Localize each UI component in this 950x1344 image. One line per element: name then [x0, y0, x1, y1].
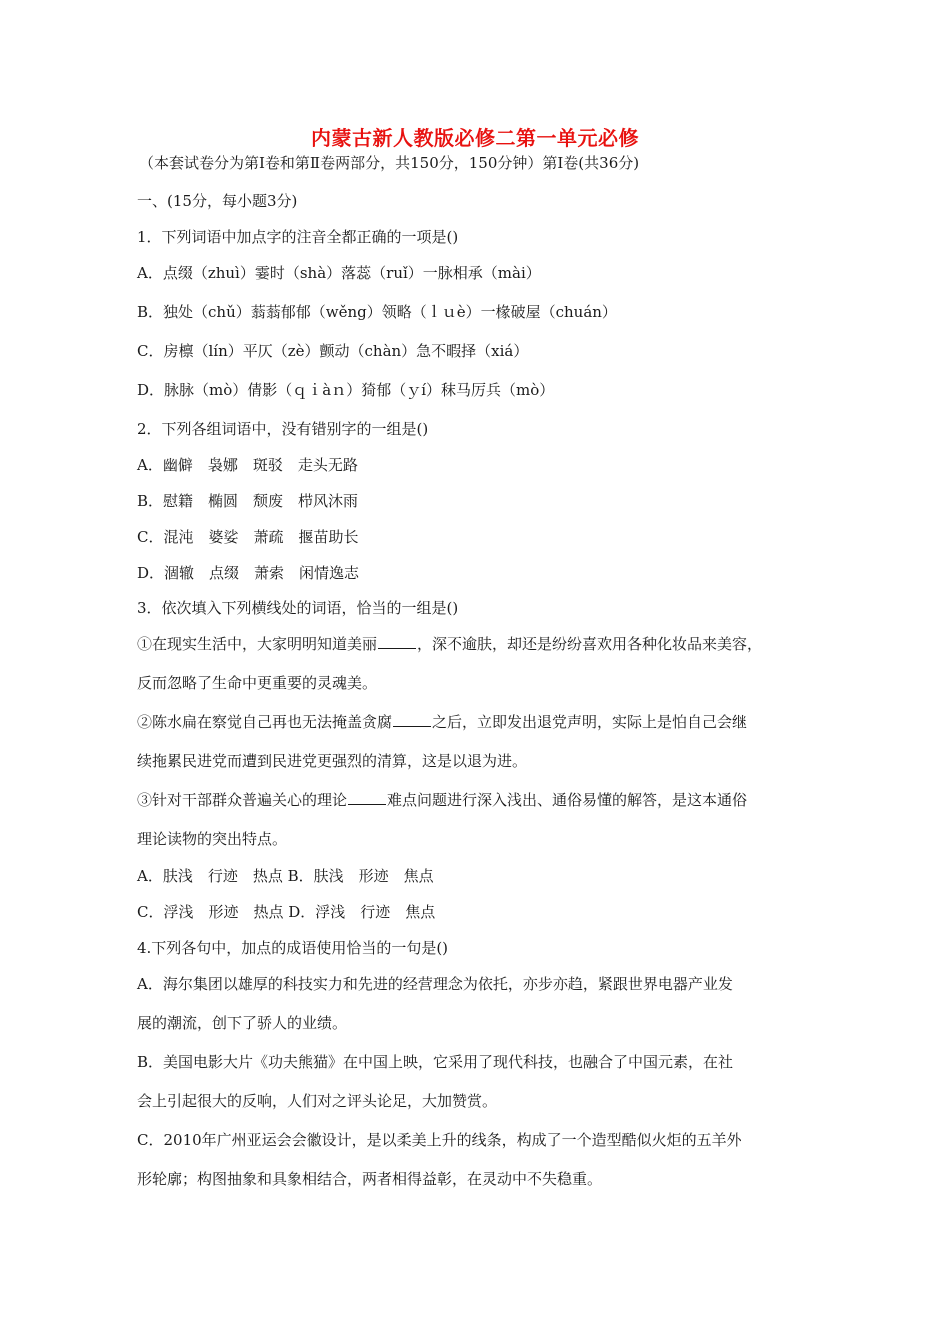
question-2-option-d: D．涸辙 点缀 萧索 闲情逸志: [137, 564, 360, 582]
question-1-option-a: A．点缀（zhuì）霎时（shà）落蕊（ruǐ）一脉相承（mài）: [137, 264, 541, 282]
sentence-2-text-end: 之后，立即发出退党声明，实际上是怕自己会继: [432, 713, 748, 731]
question-2-option-c: C．混沌 婆娑 萧疏 揠苗助长: [137, 528, 359, 546]
question-1-option-d: D．脉脉（mò）倩影（ｑｉàｎ）猗郁（ｙí）秣马厉兵（mò）: [137, 381, 555, 399]
question-4-option-c-line-1: C．2010年广州亚运会会徽设计，是以柔美上升的线条，构成了一个造型酷似火炬的五羊外: [137, 1131, 742, 1149]
question-3-sentence-3-cont: 理论读物的突出特点。: [137, 830, 288, 848]
fill-blank: [378, 636, 416, 649]
question-4-stem: 4.下列各句中，加点的成语使用恰当的一句是(): [137, 939, 449, 957]
question-4-option-b-line-1: B．美国电影大片《功夫熊猫》在中国上映，它采用了现代科技，也融合了中国元素，在社: [137, 1053, 734, 1071]
question-3-sentence-3: [137, 789, 747, 810]
question-4-option-a-line-1: A．海尔集团以雄厚的科技实力和先进的经营理念为依托，亦步亦趋，紧跟世界电器产业发: [137, 975, 733, 993]
question-2-option-a: A．幽僻 袅娜 斑驳 走头无路: [137, 456, 358, 474]
question-3-options-cd: C．浮浅 形迹 热点 D．浮浅 行迹 焦点: [137, 903, 436, 921]
question-1-option-b: B．独处（chǔ）蓊蓊郁郁（wěng）领略（ｌｕè）一椽破屋（chuán）: [137, 303, 617, 321]
question-1-option-c: C．房檩（lín）平仄（zè）颤动（chàn）急不暇择（xiá）: [137, 342, 529, 360]
sentence-3-text: ③针对干部群众普遍关心的理论: [137, 791, 348, 809]
question-4-option-b-line-2: 会上引起很大的反响，人们对之评头论足，大加赞赏。: [137, 1092, 498, 1110]
question-4-option-c-line-2: 形轮廓；构图抽象和具象相结合，两者相得益彰，在灵动中不失稳重。: [137, 1170, 603, 1188]
sentence-2-text: ②陈水扁在察觉自己再也无法掩盖贪腐: [137, 713, 393, 731]
question-3-sentence-1: [137, 633, 762, 654]
sentence-1-text-end: ，深不逾肤，却还是纷纷喜欢用各种化妆品来美容，: [417, 635, 763, 653]
sentence-1-text: ①在现实生活中，大家明明知道美丽: [137, 635, 378, 653]
question-4-option-a-line-2: 展的潮流，创下了骄人的业绩。: [137, 1014, 348, 1032]
question-1-stem: 1．下列词语中加点字的注音全都正确的一项是(): [137, 228, 459, 246]
fill-blank: [393, 714, 431, 727]
question-3-sentence-2-cont: 续拖累民进党而遭到民进党更强烈的清算，这是以退为进。: [137, 752, 528, 770]
question-3-options-ab: A．肤浅 行迹 热点 B．肤浅 形迹 焦点: [137, 867, 434, 885]
question-2-stem: 2．下列各组词语中，没有错别字的一组是(): [137, 420, 429, 438]
question-2-option-b: B．慰籍 椭圆 颓废 栉风沐雨: [137, 492, 359, 510]
section-heading: 一、(15分，每小题3分): [137, 192, 298, 210]
sentence-3-text-end: 难点问题进行深入浅出、通俗易懂的解答，是这本通俗: [387, 791, 748, 809]
document-subtitle: （本套试卷分为第Ⅰ卷和第Ⅱ卷两部分，共150分，150分钟）第Ⅰ卷(共36分): [139, 154, 640, 172]
question-3-stem: 3．依次填入下列横线处的词语，恰当的一组是(): [137, 599, 459, 617]
fill-blank: [348, 792, 386, 805]
question-3-sentence-2: [137, 711, 747, 732]
document-title: 内蒙古新人教版必修二第一单元必修: [311, 126, 639, 150]
question-3-sentence-1-cont: 反而忽略了生命中更重要的灵魂美。: [137, 674, 378, 692]
